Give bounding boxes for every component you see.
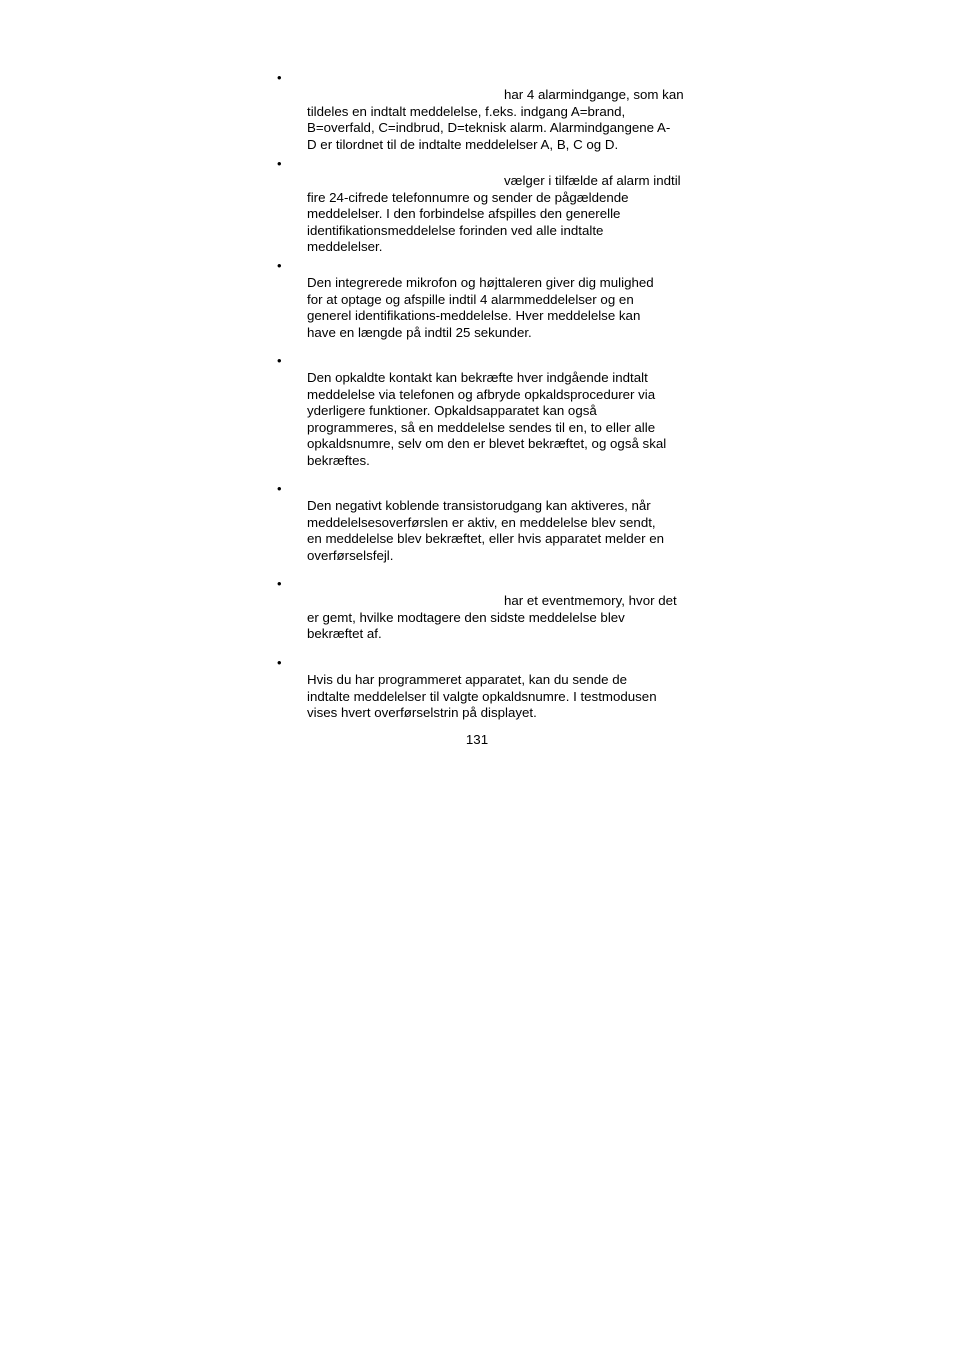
text-line: opkaldsnumre, selv om den er blevet bekræftet, og også skal <box>307 436 667 452</box>
page-number: 131 <box>465 732 489 747</box>
text-line: vælger i tilfælde af alarm indtil <box>504 173 681 188</box>
text-line: B=overfald, C=indbrud, D=teknisk alarm. Alarmindgangene A- <box>307 120 671 136</box>
text-line: generel identifikations-meddelelse. Hver meddelelse kan <box>307 308 641 324</box>
text-line: for at optage og afspille indtil 4 alarmmeddelelser og en <box>307 291 634 307</box>
bullet-icon: • <box>277 481 282 496</box>
text-line: D er tilordnet til de indtalte meddelelser A, B, C og D. <box>307 136 619 152</box>
bullet-icon: • <box>277 156 282 171</box>
text-line: vises hvert overførselstrin på displayet. <box>307 705 537 721</box>
text-line: Hvis du har programmeret apparatet, kan du sende de <box>307 672 628 687</box>
text-line: tildeles en indtalt meddelelse, f.eks. indgang A=brand, <box>307 103 626 119</box>
text-line: programmeres, så en meddelelse sendes til en, to eller alle <box>307 419 656 435</box>
text-line: identifikationsmeddelelse forinden ved alle indtalte <box>307 222 604 238</box>
text-line: Den negativt koblende transistorudgang kan aktiveres, når <box>307 498 651 513</box>
list-item-text <box>307 672 717 722</box>
text-line: yderligere funktioner. Opkaldsapparatet kan også <box>307 403 597 419</box>
text-line: bekræftet af. <box>307 626 382 642</box>
text-line: er gemt, hvilke modtagere den sidste meddelelse blev <box>307 609 625 625</box>
list-item-text <box>307 173 717 256</box>
text-line: have en længde på indtil 25 sekunder. <box>307 324 532 340</box>
text-line: har et eventmemory, hvor det <box>504 593 677 608</box>
list-item-text <box>307 593 717 643</box>
text-line: meddelelser. <box>307 239 383 255</box>
bullet-icon: • <box>277 258 282 273</box>
text-line: fire 24-cifrede telefonnumre og sender de pågældende <box>307 189 629 205</box>
text-line: overførselsfejl. <box>307 547 394 563</box>
list-item-text <box>307 87 717 153</box>
list-item-text <box>307 275 717 341</box>
list-item-text <box>307 498 717 564</box>
bullet-icon: • <box>277 70 282 85</box>
text-line: meddelelse via telefonen og afbryde opkaldsprocedurer via <box>307 386 656 402</box>
bullet-icon: • <box>277 576 282 591</box>
text-line: meddelelser. I den forbindelse afspilles den generelle <box>307 206 621 222</box>
bullet-icon: • <box>277 655 282 670</box>
text-line: Den opkaldte kontakt kan bekræfte hver indgående indtalt <box>307 370 648 385</box>
text-line: har 4 alarmindgange, som kan <box>504 87 684 102</box>
list-item-text <box>307 370 717 470</box>
bullet-icon: • <box>277 353 282 368</box>
text-line: en meddelelse blev bekræftet, eller hvis apparatet melder en <box>307 531 664 547</box>
text-line: Den integrerede mikrofon og højttaleren giver dig mulighed <box>307 275 654 290</box>
text-line: indtalte meddelelser til valgte opkaldsnumre. I testmodusen <box>307 688 657 704</box>
text-line: meddelelsesoverførslen er aktiv, en meddelelse blev sendt, <box>307 514 656 530</box>
text-line: bekræftes. <box>307 452 370 468</box>
